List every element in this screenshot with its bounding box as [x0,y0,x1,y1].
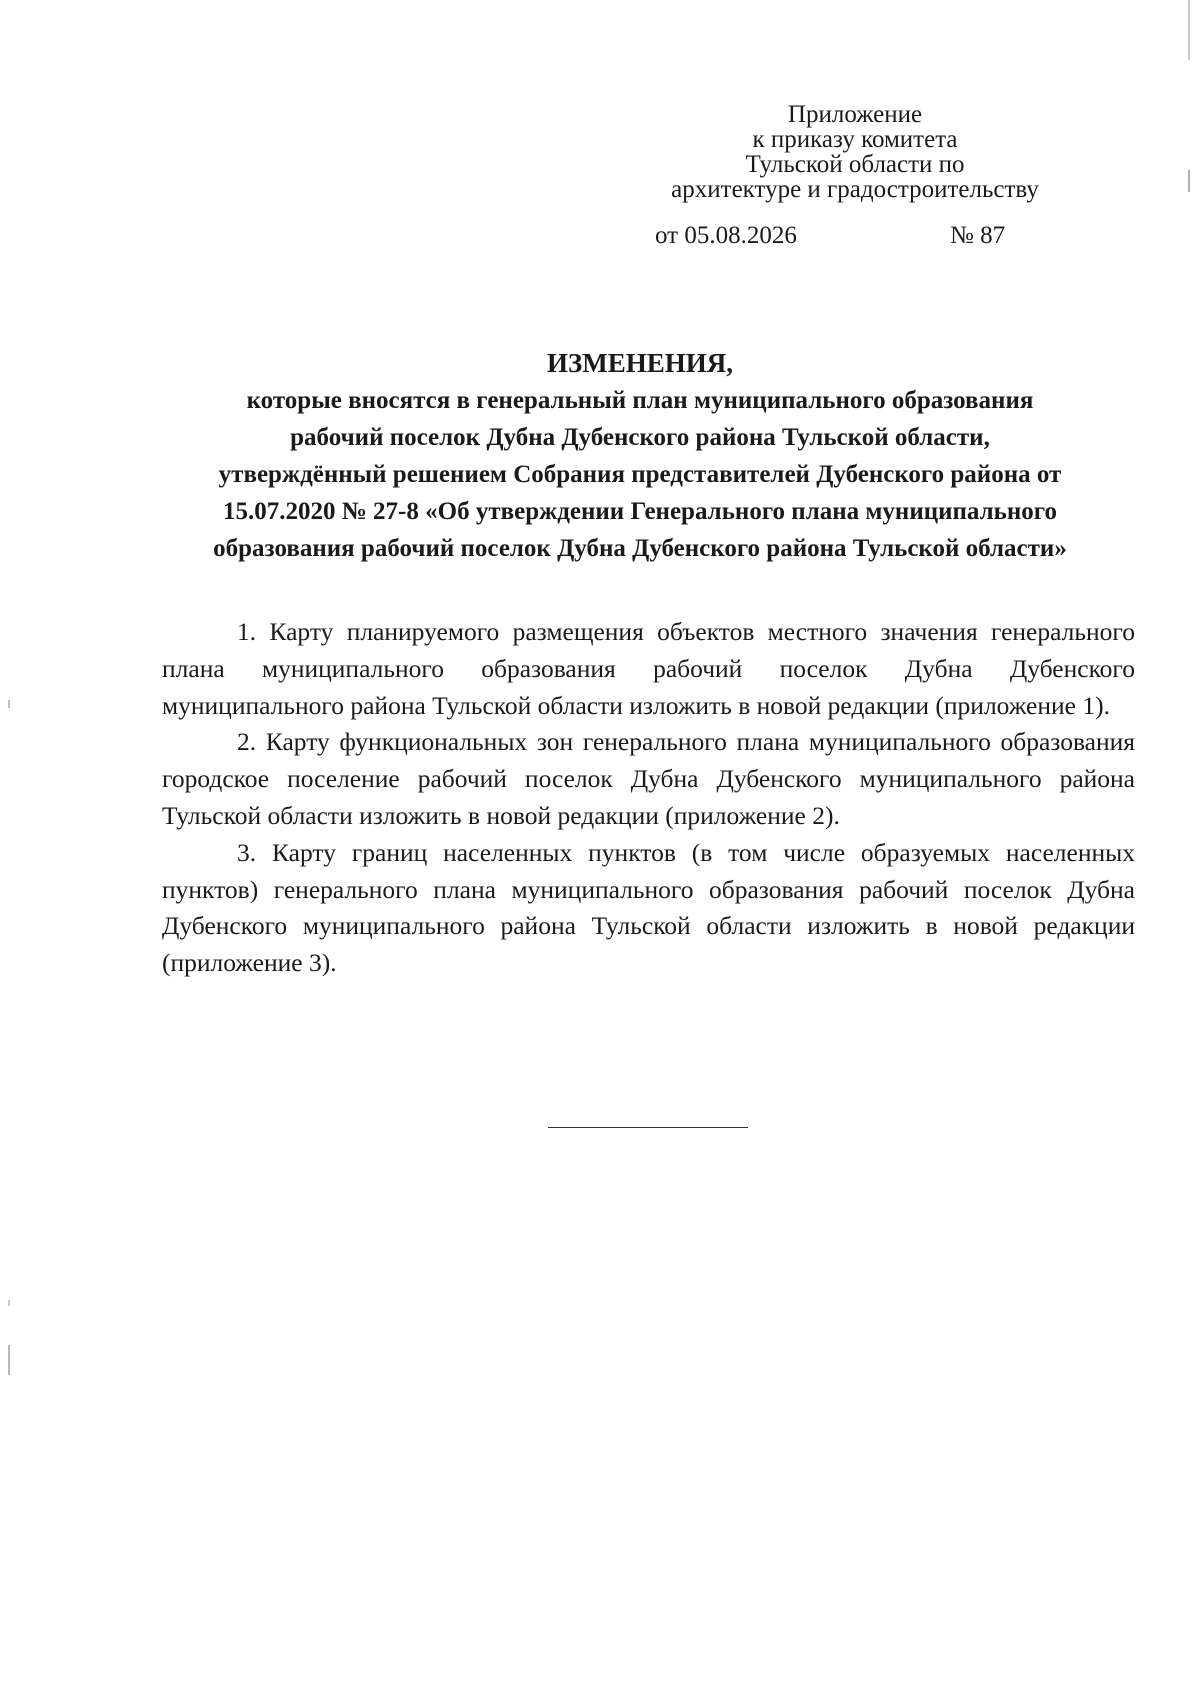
list-item: 3. Карту границ населенных пунктов (в том числе образуемых населенных пунктов) генерального плана муниципального образования рабочий поселок Дубна Дубенского муниципального района Тульской области изложить в новой редакции (приложение 3). [162,837,1135,978]
title-heading: ИЗМЕНЕНИЯ, [546,348,733,378]
appendix-line: Тульской области по [745,151,965,178]
order-date: от 05.08.2026 [655,222,797,249]
appendix-header [640,102,1070,202]
list-item: 1. Карту планируемого размещения объектов местного значения генерального плана муниципального образования рабочий поселок Дубна Дубенского муниципального района Тульской области изложить в новой редакции (приложение 1). [162,617,1135,720]
title-line: рабочий поселок Дубна Дубенского района Тульской области, [290,424,990,451]
end-divider [548,1127,748,1128]
scan-artifact [1188,170,1190,192]
appendix-line: Приложение [787,101,923,128]
list-item: 2. Карту функциональных зон генерального плана муниципального образования городское поселение рабочий поселок Дубна Дубенского муниципального района Тульской области изложить в новой редакции (приложение 2). [162,727,1135,830]
title-line: которые вносятся в генеральный план муниципального образования [246,387,1034,414]
appendix-line: архитектуре и градостроительству [671,176,1039,203]
scan-artifact [8,1300,10,1306]
appendix-line: к приказу комитета [752,126,958,153]
title-line: утверждённый решением Собрания представителей Дубенского района от [218,461,1062,488]
scan-artifact [8,1345,10,1375]
scan-artifact [1188,0,1190,60]
document-body [162,614,1135,982]
document-title [150,345,1130,567]
title-line: образования рабочий поселок Дубна Дубенского района Тульской области» [213,535,1067,562]
scan-artifact [8,700,10,708]
title-line: 15.07.2020 № 27-8 «Об утверждении Генерального плана муниципального [222,498,1058,525]
order-number: № 87 [950,222,1006,249]
